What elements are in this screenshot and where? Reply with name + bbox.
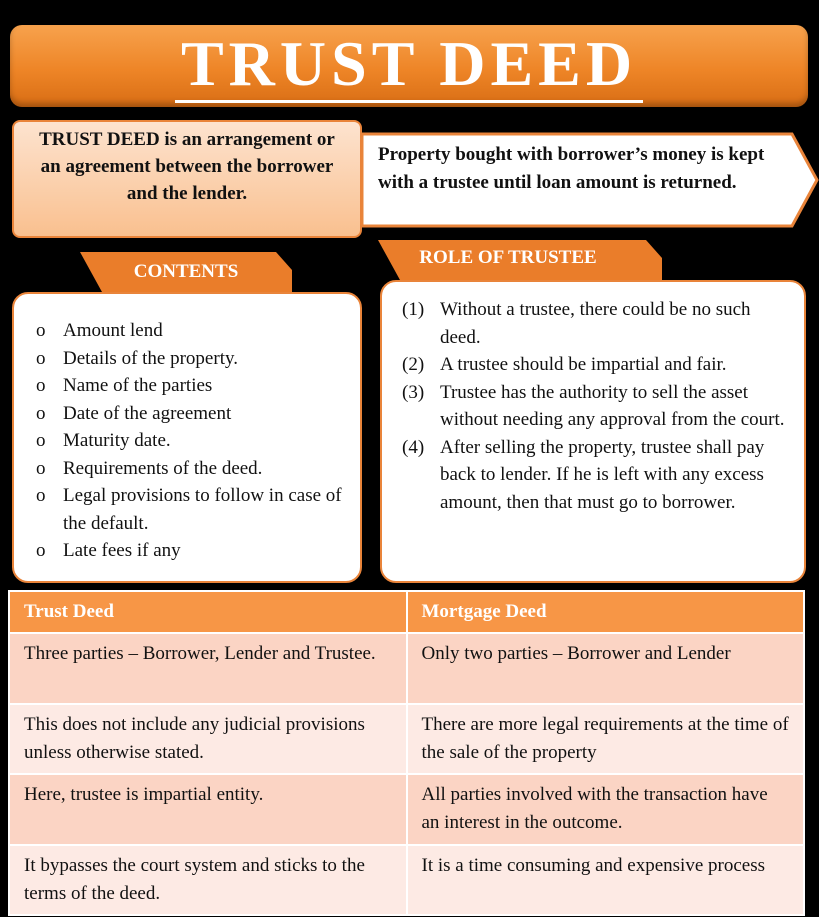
definition-box [12, 120, 362, 238]
table-row [9, 704, 804, 774]
arrow-callout [360, 132, 819, 228]
list-item: o Late fees if any [34, 537, 350, 565]
list-item: o Maturity date. [34, 427, 350, 455]
item-text: A trustee should be impartial and fair. [440, 354, 727, 375]
header-trust-deed: Trust Deed [9, 591, 407, 633]
list-item [402, 379, 794, 434]
comparison-table [8, 590, 805, 916]
title-banner [10, 25, 808, 107]
list-item: o Requirements of the deed. [34, 455, 350, 483]
definition-bold: TRUST DEED [39, 129, 160, 150]
list-item: o Amount lend [34, 317, 350, 345]
contents-tab [80, 252, 292, 292]
page-title: TRUST DEED [175, 31, 643, 103]
list-item [402, 296, 794, 351]
table-row [9, 633, 804, 704]
list-item: o Date of the agreement [34, 400, 350, 428]
definition-text: is an arrangement or an agreement between the borrower and the lender. [40, 129, 335, 204]
list-item: o Legal provisions to follow in case of the default. [34, 482, 350, 537]
table-header [9, 591, 804, 633]
header-mortgage-deed: Mortgage Deed [407, 591, 805, 633]
table-cell: Only two parties – Borrower and Lender [407, 633, 805, 704]
table-row [9, 774, 804, 845]
table-cell: Three parties – Borrower, Lender and Trustee. [9, 633, 407, 704]
contents-list [12, 292, 362, 583]
item-number: (1) [402, 299, 425, 320]
table-cell: Here, trustee is impartial entity. [9, 774, 407, 845]
role-heading: ROLE OF TRUSTEE [419, 247, 597, 268]
contents-heading: CONTENTS [133, 261, 239, 282]
table-cell: All parties involved with the transaction have an interest in the outcome. [407, 774, 805, 845]
table-cell: It bypasses the court system and sticks to the terms of the deed. [9, 845, 407, 915]
table-row [9, 845, 804, 915]
list-item [402, 434, 794, 517]
item-number: (3) [402, 381, 425, 403]
list-item [402, 351, 794, 379]
role-list [380, 280, 806, 583]
table-cell: It is a time consuming and expensive process [407, 845, 805, 915]
item-text: Without a trustee, there could be no such deed. [440, 299, 751, 348]
arrow-text: Property bought with borrower’s money is kept with a trustee until loan amount is returned. [378, 144, 765, 193]
item-text: Trustee has the authority to sell the asset without needing any approval from the court. [440, 381, 785, 430]
table-cell: This does not include any judicial provisions unless otherwise stated. [9, 704, 407, 774]
list-item: o Details of the property. [34, 345, 350, 373]
role-tab [378, 240, 662, 280]
table-cell: There are more legal requirements at the time of the sale of the property [407, 704, 805, 774]
item-text: After selling the property, trustee shall pay back to lender. If he is left with any excess amount, then that must go to borrower. [440, 436, 765, 513]
item-number: (4) [402, 436, 425, 458]
item-number: (2) [402, 354, 425, 375]
list-item: o Name of the parties [34, 372, 350, 400]
